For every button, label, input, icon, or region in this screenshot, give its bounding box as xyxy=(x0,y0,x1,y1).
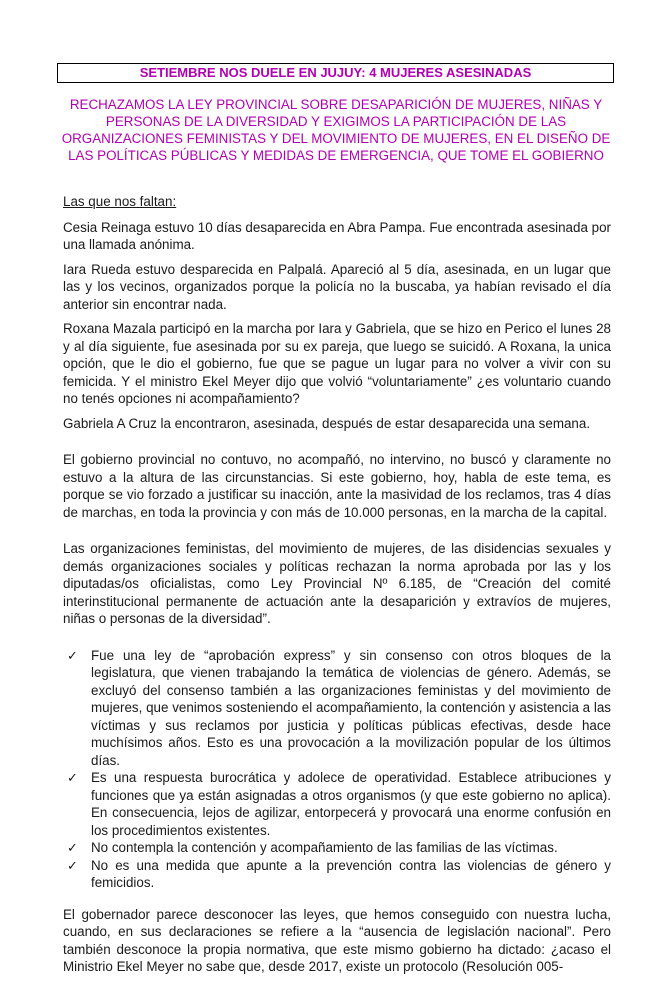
check-list-item xyxy=(63,839,611,857)
check-item-text: Fue una ley de “aprobación express” y sin consenso con otros bloques de la legislatura, que vienen trabajando la temática de violencias de género. Además, se excluyó del consenso también a las organizaciones feministas y del movimiento de mujeres, que venimos sosteniendo el acompañamiento, la contención y asistencia a las víctimas y sus reclamos por justicia y políticas públicas efectivas, desde hace muchísimos años. Esto es una provocación a la movilización popular de los últimos días. xyxy=(91,647,611,768)
checkmark-icon: ✓ xyxy=(67,770,78,785)
victim-paragraph: Iara Rueda estuvo desparecida en Palpalá. Apareció al 5 día, asesinada, en un lugar que las y los vecinos, organizados porque la policía no la buscaba, ya habían revisado el día anterior sin encontrar nada. xyxy=(63,261,611,312)
check-list-item xyxy=(63,857,611,892)
victim-paragraph: Roxana Mazala participó en la marcha por Iara y Gabriela, que se hizo en Perico el lunes 28 y al día siguiente, fue asesinada por su ex pareja, que luego se suicidó. A Roxana, la unica opción, que le dio el gobierno, fue que se pague un lugar para no volver a vivir con su femicida. Y el ministro Ekel Meyer dijo que volvió “voluntariamente” ¿es voluntario cuando no tenés opciones ni acompañamiento? xyxy=(63,321,611,406)
checkmark-icon: ✓ xyxy=(67,857,78,873)
spacer xyxy=(63,528,611,540)
check-item-text: No es una medida que apunte a la prevención contra las violencias de género y femicidios. xyxy=(91,857,611,890)
check-list-item xyxy=(63,769,611,839)
spacer xyxy=(63,439,611,451)
victim-paragraph: Cesia Reinaga estuvo 10 días desaparecida en Abra Pampa. Fue encontrada asesinada por una llamada anónima. xyxy=(63,219,611,252)
paragraph-gobierno: El gobierno provincial no contuvo, no acompañó, no intervino, no buscó y claramente no estuvo a la altura de las circunstancias. Si este gobierno, hoy, habla de este tema, es porque se vio forzado a justificar su inacción, ante la masividad de los reclamos, tras 4 días de marchas, en toda la provincia y con más de 10.000 personas, en la marcha de la capital. xyxy=(63,452,611,520)
check-list-item xyxy=(63,647,611,770)
document-subtitle: RECHAZAMOS LA LEY PROVINCIAL SOBRE DESAPARICIÓN DE MUJERES, NIÑAS Y PERSONAS DE LA DIVERSIDAD Y EXIGIMOS LA PARTICIPACIÓN DE LAS ORGANIZACIONES FEMINISTAS Y DEL MOVIMIENTO DE MUJERES, EN EL DISEÑO DE LAS POLÍTICAS PÚBLICAS Y MEDIDAS DE EMERGENCIA, QUE TOME EL GOBIERNO xyxy=(61,97,611,163)
spacer xyxy=(63,635,611,647)
check-item-text: Es una respuesta burocrática y adolece de operatividad. Establece atribuciones y funciones que ya están asignadas a otros organismos (y que este gobierno no aplica). En consecuencia, lejos de agilizar, entorpecerá y provocará una enorme confusión en los procedimientos existentes. xyxy=(91,770,611,838)
check-list xyxy=(63,647,611,892)
paragraph-gobernador: El gobernador parece desconocer las leyes, que hemos conseguido con nuestra lucha, cuando, en sus declaraciones se refiere a la “ausencia de legislación nacional”. Pero también desconoce la propia normativa, que este mismo gobierno ha dictado: ¿acaso el Ministrio Ekel Meyer no sabe que, desde 2017, existe un protocolo (Resolución 005- xyxy=(63,906,611,974)
section-heading: Las que nos faltan: xyxy=(63,194,177,209)
paragraph-organizaciones: Las organizaciones feministas, del movimiento de mujeres, de las disidencias sexuales y demás organizaciones sociales y políticas rechazan la norma aprobada por las y los diputadas/os oficialistas, como Ley Provincial Nº 6.185, de “Creación del comité interinstitucional permanente de actuación ante la desaparición y extravíos de mujeres, niñas o personas de la diversidad”. xyxy=(63,541,611,626)
victim-paragraph: Gabriela A Cruz la encontraron, asesinada, después de estar desaparecida una semana. xyxy=(63,415,591,431)
checkmark-icon: ✓ xyxy=(67,647,78,663)
document-body xyxy=(63,193,611,983)
checkmark-icon: ✓ xyxy=(67,840,78,855)
check-item-text: No contempla la contención y acompañamiento de las familias de las víctimas. xyxy=(91,840,558,855)
document-title: SETIEMBRE NOS DUELE EN JUJUY: 4 MUJERES ASESINADAS xyxy=(57,63,614,83)
